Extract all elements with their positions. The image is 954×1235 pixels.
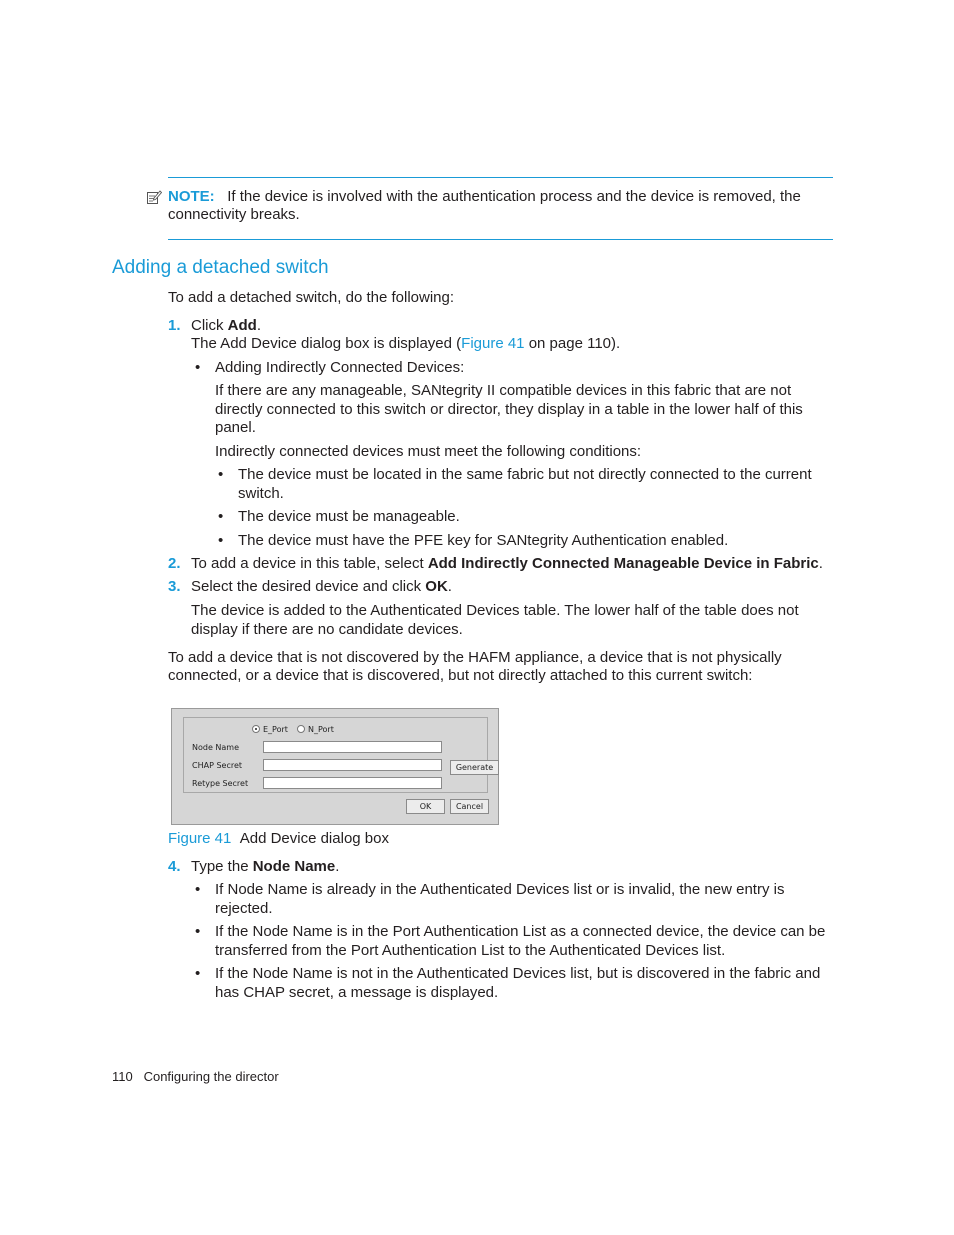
outro-line-1: To add a device that is not discovered by the HAFM appliance, a device that is not physically (168, 649, 782, 666)
para-1-line-2: directly connected to this switch or director, they display in a table in the lower half of this (215, 401, 803, 418)
step-1-line-2-post: on page 110). (524, 335, 621, 352)
page-number: 110 (112, 1069, 133, 1084)
node-name-input[interactable] (263, 741, 442, 753)
chapter-title: Configuring the director (143, 1069, 279, 1084)
outro-line-2: connected, or a device that is discovered, but not directly attached to this current switch: (168, 667, 753, 684)
step-4-bullet-3-line-2: has CHAP secret, a message is displayed. (215, 984, 499, 1001)
step-2-number: 2. (168, 555, 181, 572)
step-2-bold: Add Indirectly Connected Manageable Device in Fabric (427, 555, 819, 572)
intro-text: To add a detached switch, do the following: (168, 289, 455, 306)
step-4-bullet-3-line-1: If the Node Name is not in the Authenticated Devices list, but is discovered in the fabric and (215, 965, 821, 982)
step-1-line-2 (191, 334, 620, 353)
bullet-adding-indirect: Adding Indirectly Connected Devices: (215, 359, 465, 376)
chap-secret-input[interactable] (263, 759, 442, 771)
retype-secret-input[interactable] (263, 777, 442, 789)
step-4-pre: Type the (191, 858, 253, 875)
step-4-number: 4. (168, 858, 181, 875)
bullet-dot: • (195, 965, 201, 982)
note-label: NOTE: (168, 188, 215, 205)
node-name-keyword: Node Name (252, 858, 336, 875)
figure-41-link[interactable]: Figure 41 (461, 335, 525, 352)
para-2: Indirectly connected devices must meet the following conditions: (215, 443, 642, 460)
step-1-pre: Click (191, 317, 228, 334)
step-1-number: 1. (168, 317, 181, 334)
n-port-radio[interactable] (297, 725, 305, 733)
bullet-dot: • (218, 466, 224, 483)
figure-label: Figure 41 (168, 830, 232, 847)
condition-2: The device must be manageable. (238, 508, 460, 525)
note-line-2: connectivity breaks. (168, 206, 300, 223)
section-title: Adding a detached switch (112, 257, 329, 278)
step-3-pre: Select the desired device and click (191, 578, 426, 595)
bullet-dot: • (218, 508, 224, 525)
step-4-bullet-1-line-2: rejected. (215, 900, 273, 917)
ok-keyword: OK (425, 578, 448, 595)
add-keyword: Add (227, 317, 257, 334)
bullet-dot: • (195, 923, 201, 940)
cancel-button[interactable]: Cancel (450, 799, 489, 814)
step-3-text (191, 577, 452, 596)
step-3-number: 3. (168, 578, 181, 595)
step-1-post: . (256, 317, 262, 334)
dialog-panel (183, 717, 494, 793)
e-port-label: E_Port (263, 725, 288, 734)
ok-button[interactable]: OK (406, 799, 445, 814)
para-1-line-3: panel. (215, 419, 256, 436)
condition-1-line-1: The device must be located in the same fabric but not directly connected to the current (238, 466, 812, 483)
chap-secret-label: CHAP Secret (192, 761, 243, 770)
bullet-dot: • (195, 881, 201, 898)
note-line-1 (168, 187, 801, 206)
figure-caption-text: Add Device dialog box (239, 830, 389, 847)
step-4-bullet-1-line-1: If Node Name is already in the Authenticated Devices list or is invalid, the new entry is (215, 881, 785, 898)
retype-secret-label: Retype Secret (192, 779, 249, 788)
step-3-post: . (447, 578, 452, 595)
note-bottom-rule (168, 239, 833, 240)
step-4-text (191, 857, 339, 876)
step-2-text (191, 554, 823, 573)
step-2-post: . (818, 555, 823, 572)
bullet-dot: • (218, 532, 224, 549)
generate-button[interactable]: Generate (450, 760, 499, 775)
note-top-rule (168, 177, 833, 178)
note-text-1: If the device is involved with the authentication process and the device is removed, the (227, 188, 801, 205)
node-name-label: Node Name (192, 743, 240, 752)
e-port-radio[interactable] (252, 725, 260, 733)
step-4-post: . (335, 858, 340, 875)
step-3-para-line-1: The device is added to the Authenticated Devices table. The lower half of the table does not (191, 602, 799, 619)
bullet-dot: • (195, 359, 201, 376)
para-1-line-1: If there are any manageable, SANtegrity II compatible devices in this fabric that are not (215, 382, 792, 399)
add-device-dialog (171, 708, 499, 825)
step-4-bullet-2-line-1: If the Node Name is in the Port Authentication List as a connected device, the device can be (215, 923, 826, 940)
note-icon (146, 189, 162, 205)
step-2-pre: To add a device in this table, select (191, 555, 428, 572)
condition-1-line-2: switch. (238, 485, 284, 502)
step-1-line-2-pre: The Add Device dialog box is displayed ( (191, 335, 462, 352)
figure-caption (168, 829, 389, 848)
step-3-para-line-2: display if there are no candidate devices. (191, 621, 463, 638)
condition-3: The device must have the PFE key for SANtegrity Authentication enabled. (238, 532, 729, 549)
step-1-text (191, 316, 261, 335)
step-4-bullet-2-line-2: transferred from the Port Authentication List to the Authenticated Devices list. (215, 942, 726, 959)
page-footer (112, 1068, 279, 1085)
n-port-label: N_Port (308, 725, 334, 734)
